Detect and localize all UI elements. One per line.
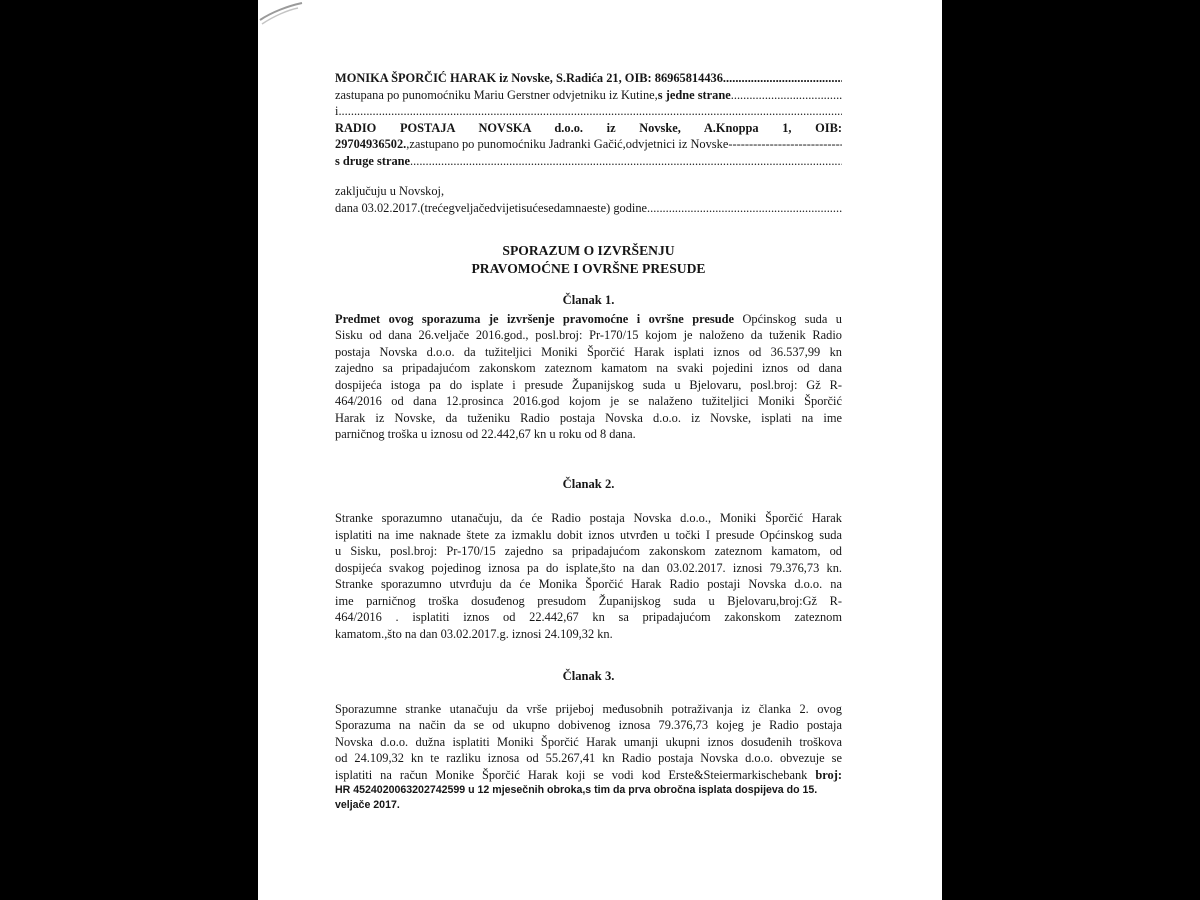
- dash-leader: [728, 136, 842, 153]
- article-1-line: Sisku od dana 26.veljače 2016.god., posl.broj: Pr-170/15 kojom je naloženo da tuženik Radio: [335, 328, 842, 342]
- party-1-line-1: MONIKA ŠPORČIĆ HARAK iz Novske, S.Radića 21, OIB: 86965814436 .....: [335, 70, 842, 87]
- place-line: zaključuju u Novskoj,: [335, 184, 445, 198]
- article-3-line: HR 4524020063202742599 u 12 mjesečnih obroka,s tim da prva obročna isplata dospijeva do 15.: [335, 784, 818, 796]
- article-1-line: 464/2016 od dana 12.prosinca 2016.god kojom je se nalaženo tužiteljici Moniki Šporčić: [335, 394, 842, 408]
- article-1-line: Predmet ovog sporazuma je izvršenje pravomoćne i ovršne presude Općinskog suda u: [335, 311, 842, 326]
- conjunction-line: i .....: [335, 103, 842, 120]
- party-2-line-2: 29704936502. ,zastupano po punomoćniku Jadranki Gačić,odvjetnici iz Novske -----: [335, 136, 842, 153]
- dot-leader: [723, 70, 842, 87]
- article-2-line: ime parničnog troška dosuđenog presudom Županijskog suda u Bjelovaru,broj:Gž R-: [335, 593, 842, 608]
- article-1-line: dospijeća istoga pa do isplate i presude Županijskog suda u Bjelovaru, posl.broj: Gž R-: [335, 377, 842, 392]
- dot-leader: [647, 200, 842, 217]
- article-3-line: Sporazumne stranke utanačuju da vrše prijeboj međusobnih potraživanja iz članka 2. ovog: [335, 701, 842, 716]
- party-1-line-2: zastupana po punomoćniku Mariu Gerstner odvjetniku iz Kutine, s jedne strane .....: [335, 87, 842, 104]
- dot-leader: [410, 153, 842, 170]
- article-1-line: parničnog troška u iznosu od 22.442,67 kn u roku od 8 dana.: [335, 427, 636, 441]
- article-2-line: u Sisku, posl.broj: Pr-170/15 zajedno sa pripadajućom zakonskom zateznom kamatom, od: [335, 544, 842, 558]
- party-2-line-1: RADIO POSTAJA NOVSKA d.o.o. iz Novske, A.Knoppa 1, OIB:: [335, 120, 842, 135]
- article-1-line: zajedno sa pripadajućom zakonskom zateznom kamatom na svaki pojedini iznos od dana: [335, 361, 842, 375]
- paper-clip-mark: [258, 0, 306, 26]
- date-line: dana 03.02.2017.(trećegveljačedvijetisućesedamnaeste) godine .....: [335, 200, 842, 217]
- article-2-line: Stranke sporazumno utvrđuju da će Monika Šporčić Harak Radio postaji Novska d.o.o. na: [335, 577, 842, 591]
- party-2-line-3: s druge strane .....: [335, 153, 842, 170]
- article-3-line: od 24.109,32 kn te razliku iznosa od 55.267,41 kn Radio postaja Novska d.o.o. obvezuje se: [335, 751, 842, 765]
- article-3-line: veljače 2017.: [335, 799, 400, 811]
- article-1-heading: Članak 1.: [562, 293, 615, 307]
- article-1-line: Harak iz Novske, da tuženiku Radio postaja Novska d.o.o. iz Novske, isplati na ime: [335, 410, 842, 425]
- article-3-heading: Članak 3.: [562, 669, 615, 683]
- article-2-line: kamatom.,što na dan 03.02.2017.g. iznosi 24.109,32 kn.: [335, 626, 613, 641]
- article-3-line: isplatiti na račun Monike Šporčić Harak koji se vodi kod Erste&Steiermarkischebank broj:: [335, 767, 842, 782]
- article-2-line: isplatiti na ime naknade štete za izmaklu dobit iznos utvrđen u točki I presude Općinskog suda: [335, 527, 842, 542]
- dot-leader: [731, 87, 842, 104]
- dot-leader: [338, 103, 842, 120]
- article-1-line: postaja Novska d.o.o. da tužiteljici Moniki Šporčić Harak isplati iznos od 36.537,99 kn: [335, 344, 842, 359]
- article-2-line: dospijeća svakog pojedinog iznosa pa do isplate,što na dan 03.02.2017. iznosi 79.376,73 kn.: [335, 560, 842, 575]
- title-line-1: SPORAZUM O IZVRŠENJU: [502, 243, 675, 258]
- document-title: [335, 242, 842, 278]
- article-2-body: [335, 510, 842, 642]
- article-2-heading: Članak 2.: [562, 476, 615, 491]
- title-line-2: PRAVOMOĆNE I OVRŠNE PRESUDE: [471, 261, 706, 276]
- article-3-line: Sporazuma na način da se od ukupno dobivenog iznosa 79.376,73 kojeg je Radio postaja: [335, 718, 842, 732]
- article-1-body: [335, 311, 842, 443]
- document-body: [335, 70, 842, 813]
- document-page: [258, 0, 942, 900]
- article-2-line: Stranke sporazumno utanačuju, da će Radio postaja Novska d.o.o., Moniki Šporčić Harak: [335, 511, 842, 525]
- article-3-body: [335, 701, 842, 814]
- article-2-line: 464/2016 . isplatiti iznos od 22.442,67 kn sa pripadajućom zakonskom zateznom: [335, 610, 842, 624]
- article-3-line: Novska d.o.o. dužna isplatiti Moniki Šporčić Harak umanji ukupni iznos dosuđenih troškova: [335, 734, 842, 749]
